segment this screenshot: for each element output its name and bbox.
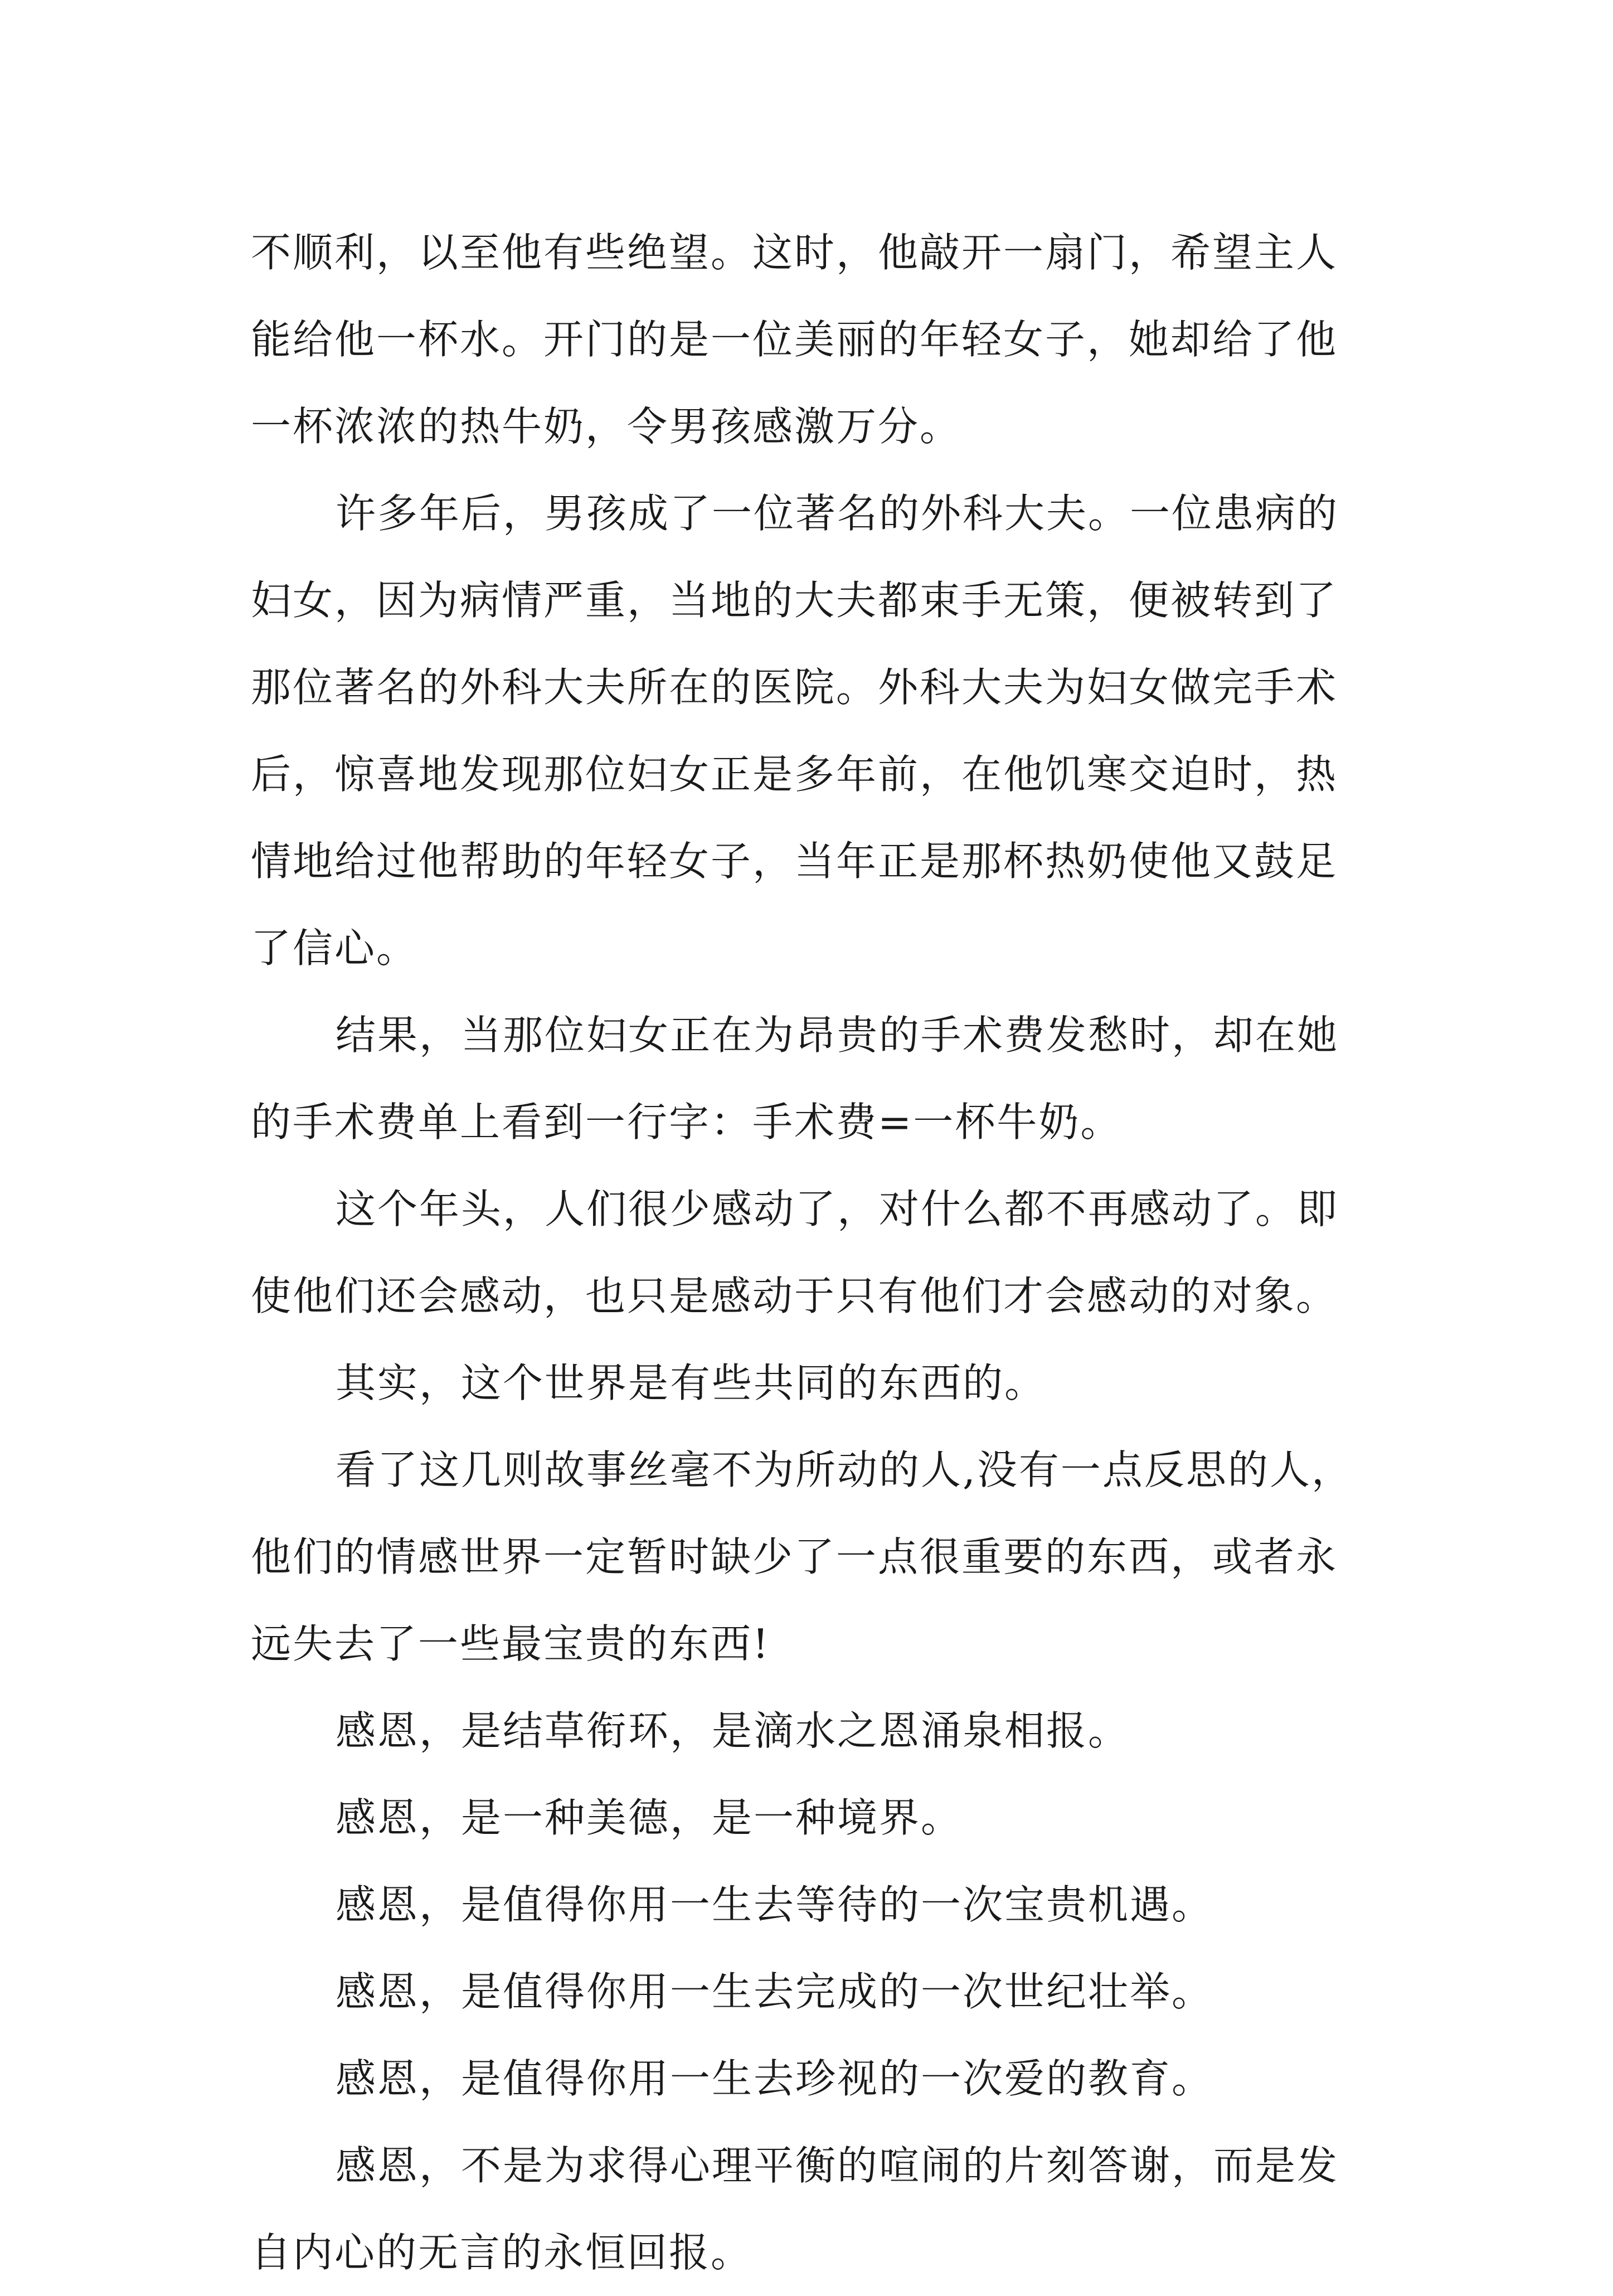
text-line: 自内心的无言的永恒回报。 [251, 2229, 753, 2276]
text-line: 的手术费单上看到一行字：手术费=一杯牛奶。 [251, 1099, 1123, 1145]
text-line: 妇女，因为病情严重，当地的大夫都束手无策，便被转到了 [251, 577, 1338, 624]
text-line: 了信心。 [251, 925, 419, 972]
text-line: 结果，当那位妇女正在为昂贵的手术费发愁时，却在她 [336, 1012, 1339, 1059]
text-line: 他们的情感世界一定暂时缺少了一点很重要的东西，或者永 [251, 1533, 1338, 1580]
text-line: 远失去了一些最宝贵的东西! [251, 1620, 770, 1667]
text-line: 感恩，是结草衔环，是滴水之恩涌泉相报。 [336, 1707, 1130, 1754]
text-line: 感恩，是值得你用一生去珍视的一次爱的教育。 [336, 2055, 1214, 2102]
text-line: 其实，这个世界是有些共同的东西的。 [336, 1360, 1047, 1406]
text-line: 感恩，是值得你用一生去等待的一次宝贵机遇。 [336, 1881, 1214, 1928]
text-line: 情地给过他帮助的年轻女子，当年正是那杯热奶使他又鼓足 [251, 838, 1338, 885]
text-line: 感恩，是值得你用一生去完成的一次世纪壮举。 [336, 1968, 1214, 2015]
text-line: 不顺利，以至他有些绝望。这时，他敲开一扇门，希望主人 [251, 229, 1338, 276]
text-line: 感恩，不是为求得心理平衡的喧闹的片刻答谢，而是发 [336, 2142, 1339, 2189]
text-line: 那位著名的外科大夫所在的医院。外科大夫为妇女做完手术 [251, 664, 1338, 711]
text-line: 后，惊喜地发现那位妇女正是多年前，在他饥寒交迫时，热 [251, 751, 1338, 798]
text-line: 能给他一杯水。开门的是一位美丽的年轻女子，她却给了他 [251, 316, 1338, 363]
text-line: 看了这几则故事丝毫不为所动的人,没有一点反思的人， [336, 1446, 1353, 1493]
text-line: 一杯浓浓的热牛奶，令男孩感激万分。 [251, 403, 962, 450]
document-body [251, 209, 1382, 2296]
text-line: 许多年后，男孩成了一位著名的外科大夫。一位患病的 [336, 490, 1339, 537]
text-line: 感恩，是一种美德，是一种境界。 [336, 1794, 963, 1841]
text-line: 使他们还会感动，也只是感动于只有他们才会感动的对象。 [251, 1273, 1338, 1319]
text-line: 这个年头，人们很少感动了，对什么都不再感动了。即 [336, 1186, 1339, 1232]
